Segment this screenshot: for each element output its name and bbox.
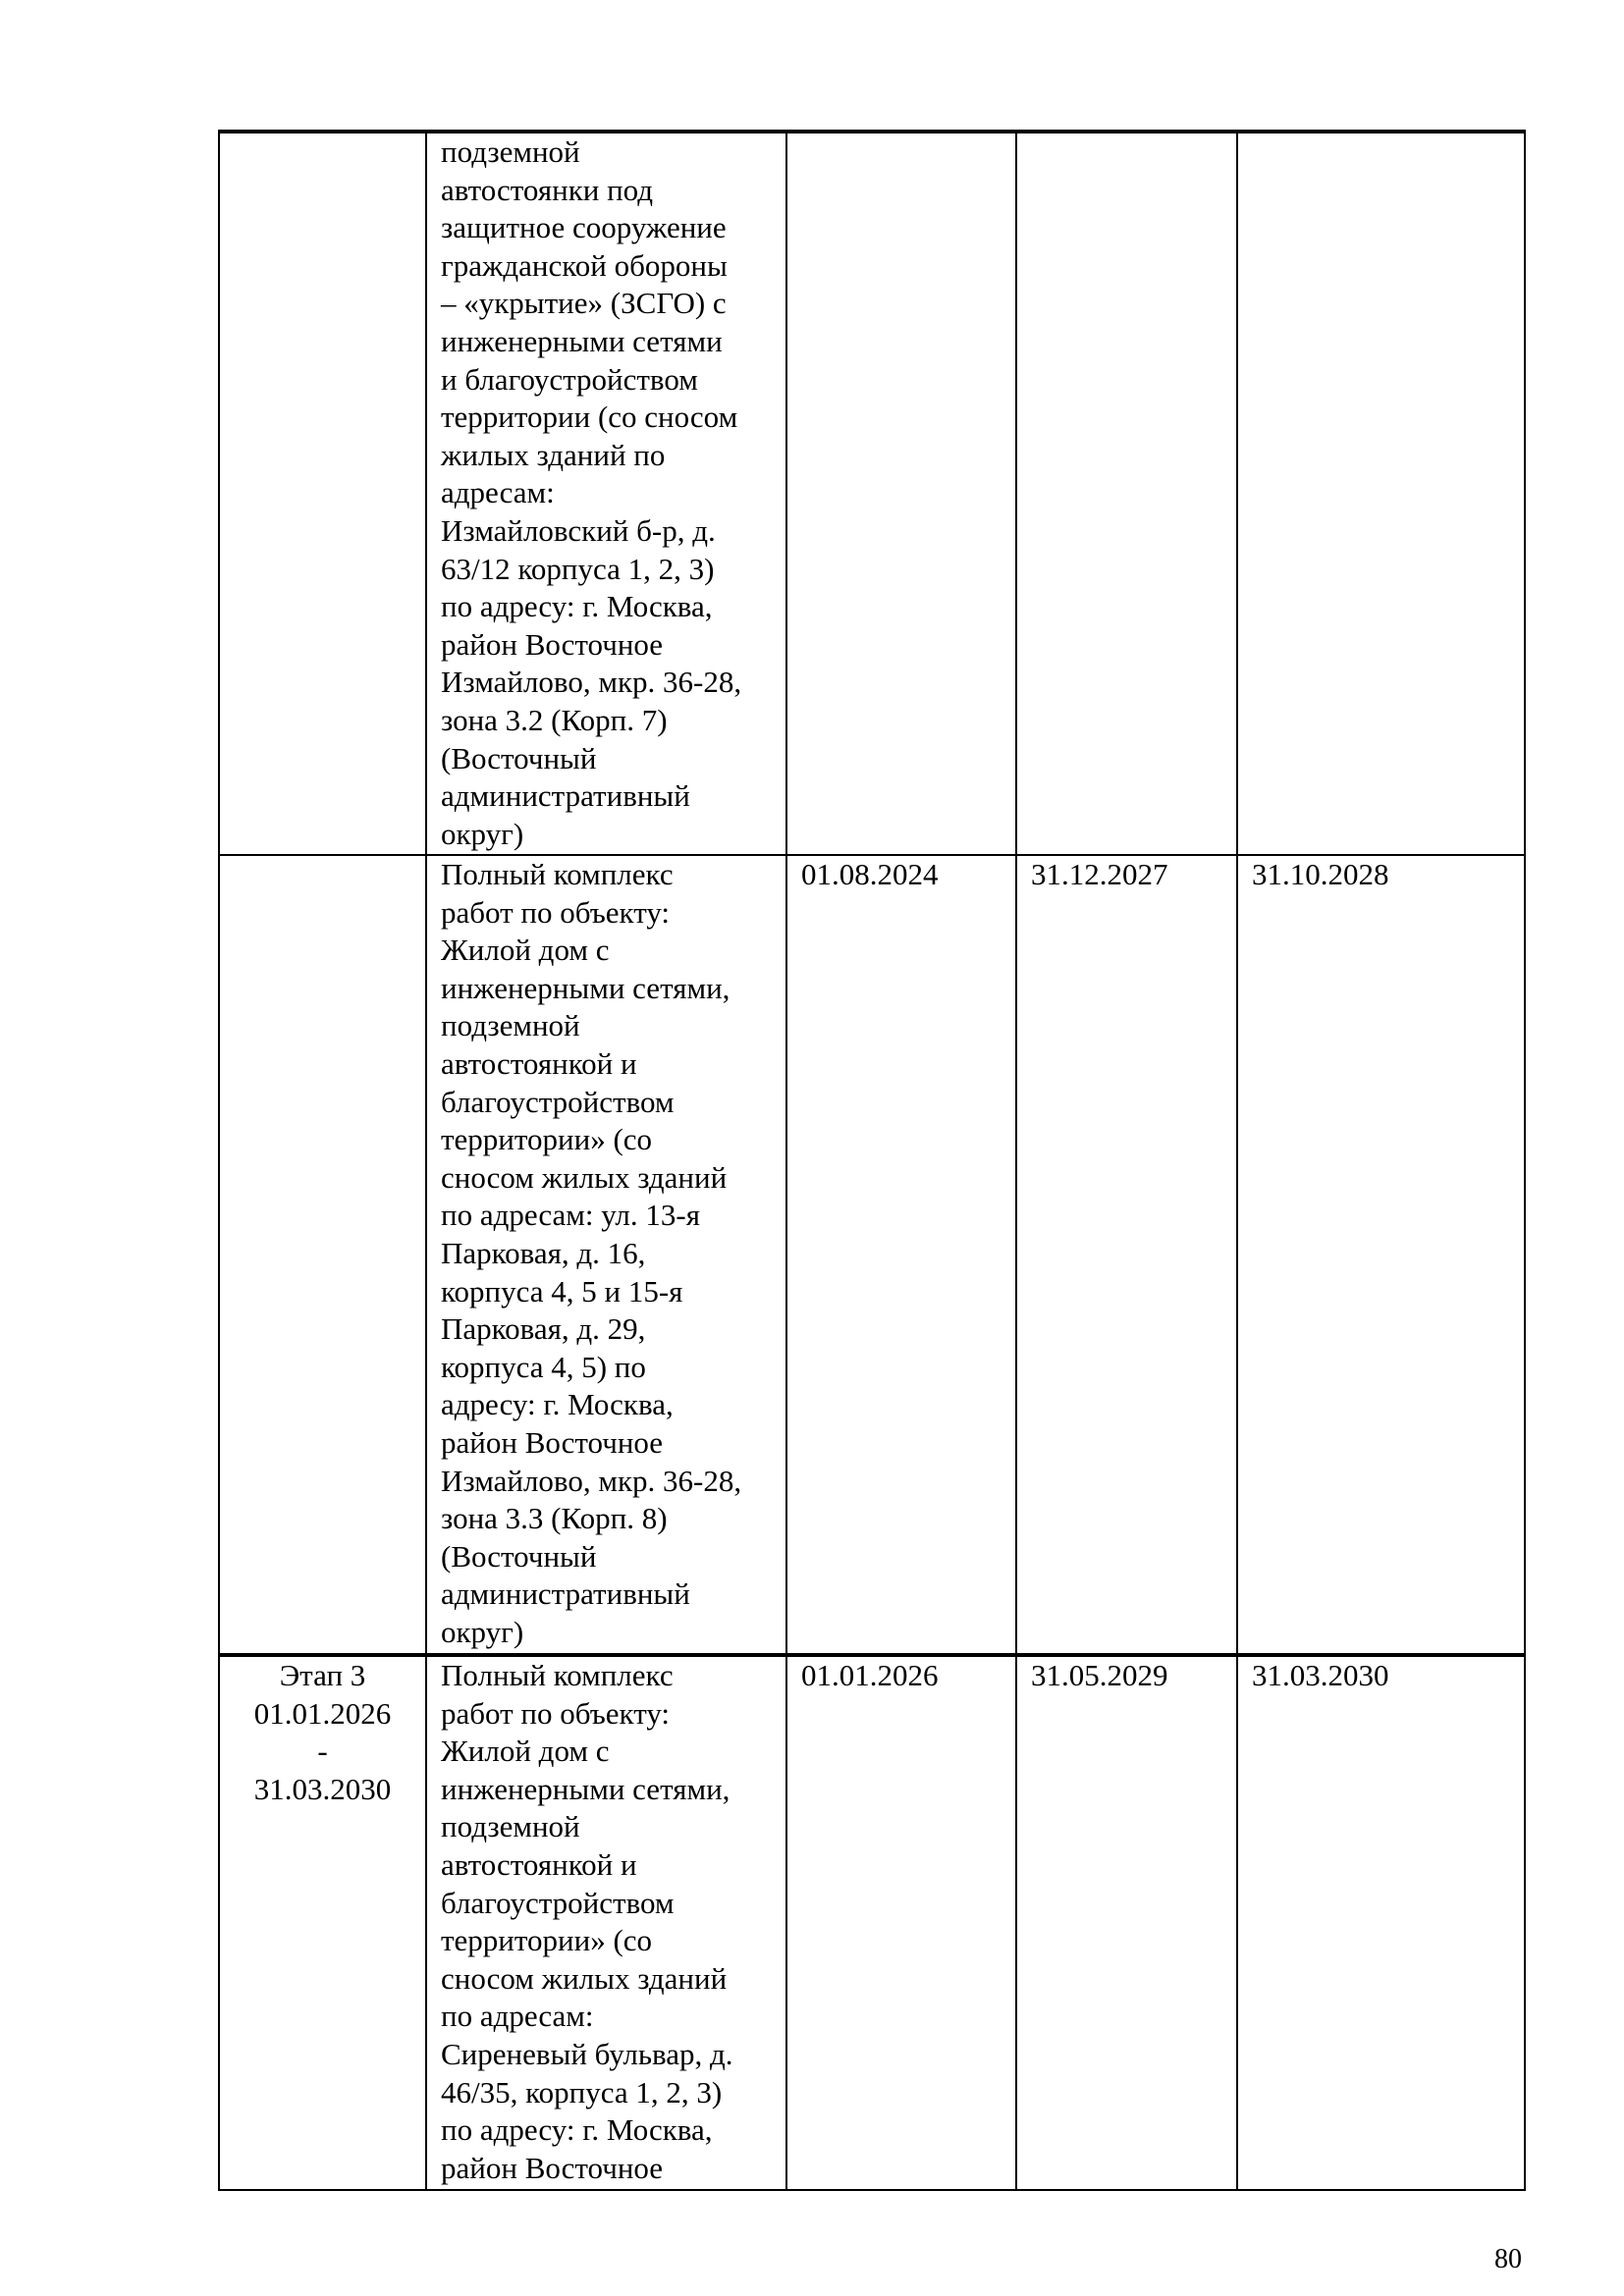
start-date-cell: 01.08.2024 [786, 855, 1016, 1655]
description-cell: подземной автостоянки под защитное сооружение гражданской обороны – «укрытие» (ЗСГО) с инженерными сетями и благоустройством территории (со сносом жилых зданий по адресам: Измайловский б-р, д. 63/12 корпуса 1, 2, 3) по адресу: г. Москва, район Восточное Измайлово, мкр. 36-28, зона 3.2 (Корп. 7) (Восточный административный округ) [426, 132, 786, 855]
page-number: 80 [1494, 2244, 1522, 2274]
start-date-cell [786, 132, 1016, 855]
deadline-cell: 31.03.2030 [1237, 1655, 1525, 2190]
stage-cell [219, 132, 426, 855]
end-date-cell: 31.05.2029 [1016, 1655, 1237, 2190]
deadline-cell: 31.10.2028 [1237, 855, 1525, 1655]
end-date-cell [1016, 132, 1237, 855]
stage-cell: Этап 3 01.01.2026 - 31.03.2030 [219, 1655, 426, 2190]
table-row [219, 132, 1525, 855]
table-row [219, 855, 1525, 1655]
description-cell: Полный комплекс работ по объекту: Жилой дом с инженерными сетями, подземной автостоянкой и благоустройством территории» (со сносом жилых зданий по адресам: Сиреневый бульвар, д. 46/35, корпуса 1, 2, 3) по адресу: г. Москва, район Восточное [426, 1655, 786, 2190]
stage-cell [219, 855, 426, 1655]
schedule-table [218, 130, 1526, 2191]
start-date-cell: 01.01.2026 [786, 1655, 1016, 2190]
table-row [219, 1655, 1525, 2190]
description-cell: Полный комплекс работ по объекту: Жилой дом с инженерными сетями, подземной автостоянкой и благоустройством территории» (со сносом жилых зданий по адресам: ул. 13-я Парковая, д. 16, корпуса 4, 5 и 15-я Парковая, д. 29, корпуса 4, 5) по адресу: г. Москва, район Восточное Измайлово, мкр. 36-28, зона 3.3 (Корп. 8) (Восточный административный округ) [426, 855, 786, 1655]
deadline-cell [1237, 132, 1525, 855]
end-date-cell: 31.12.2027 [1016, 855, 1237, 1655]
